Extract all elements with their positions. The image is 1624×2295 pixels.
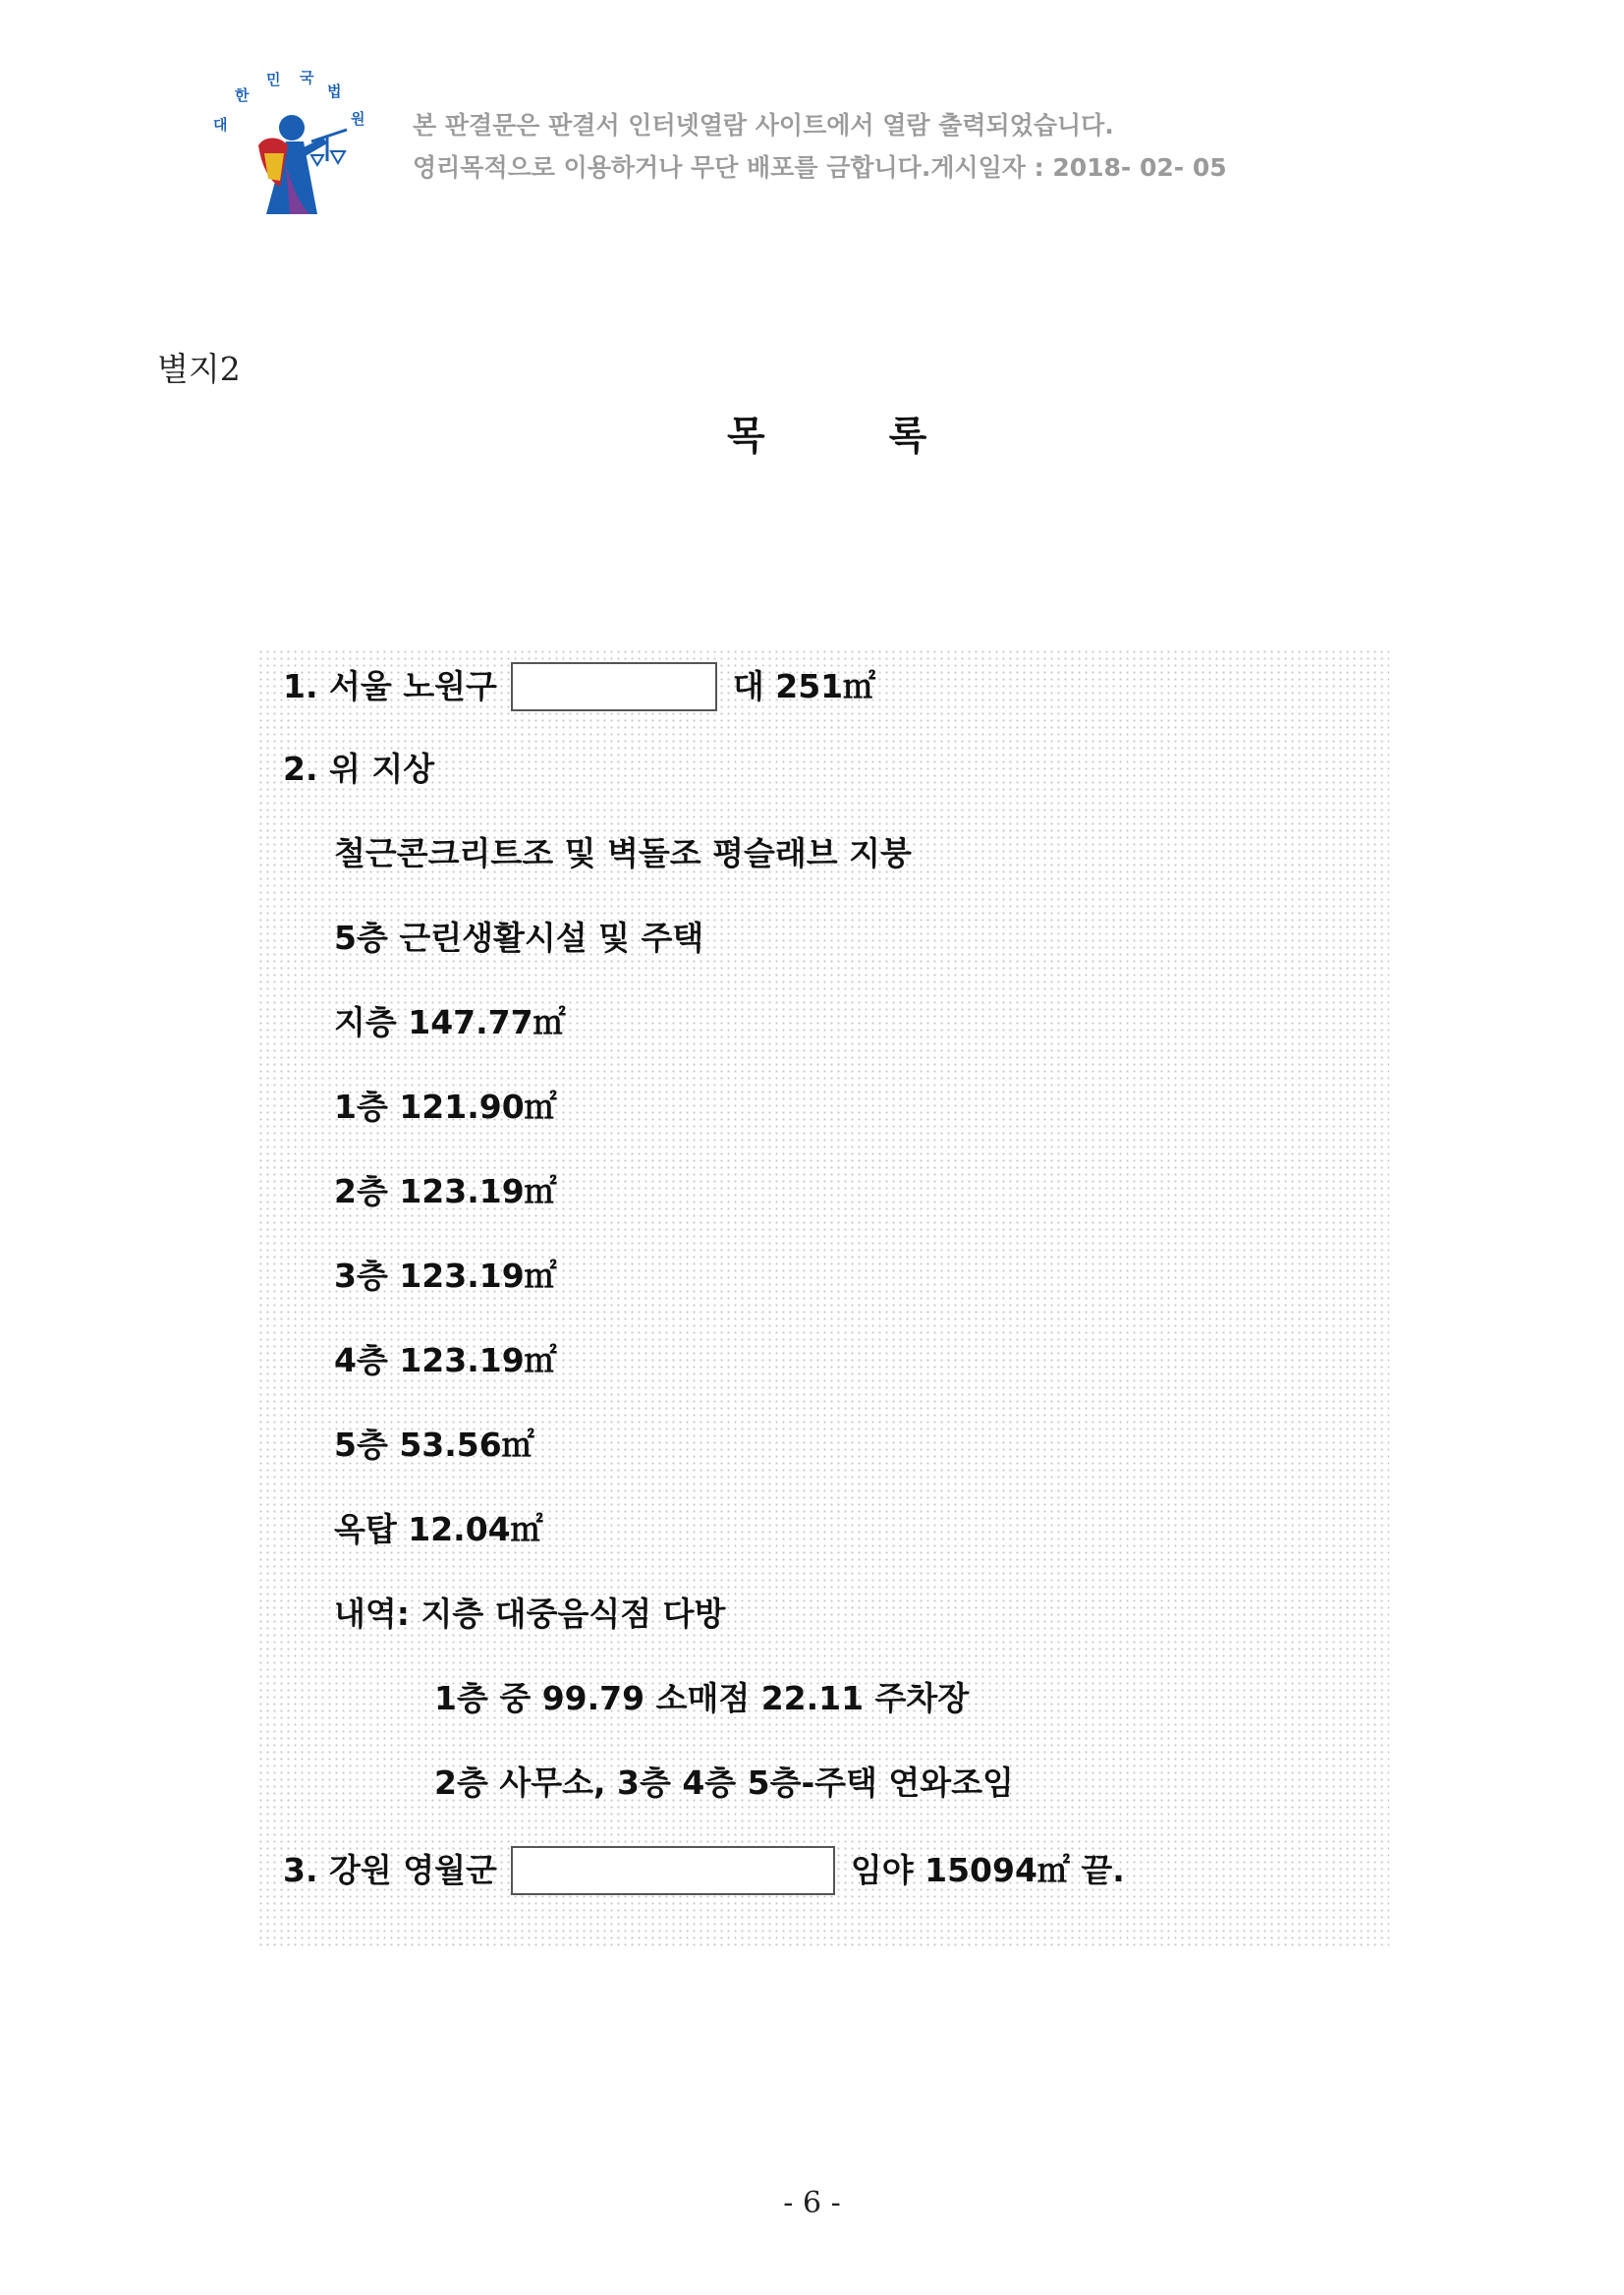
item-2 [283, 748, 434, 791]
svg-text:대: 대 [213, 116, 228, 134]
floor-line: 지층 147.77㎡ [334, 1003, 566, 1041]
svg-text:원: 원 [351, 110, 365, 128]
svg-text:한: 한 [235, 86, 250, 104]
floor-line: 3층 123.19㎡ [334, 1257, 557, 1295]
court-seal-logo [201, 67, 378, 224]
details-line-2: 1층 중 99.79 소매점 22.11 주차장 [434, 1679, 970, 1717]
details-line-3: 2층 사무소, 3층 4층 5층-주택 연와조임 [434, 1763, 1014, 1802]
redacted-lot-box [511, 1846, 835, 1895]
svg-text:국: 국 [300, 69, 314, 86]
svg-text:민: 민 [266, 71, 281, 88]
floor-line: 5층 53.56㎡ [334, 1426, 534, 1464]
notice-line-1: 본 판결문은 판결서 인터넷열람 사이트에서 열람 출력되었습니다. [413, 111, 1114, 140]
floor-line: 옥탑 12.04㎡ [334, 1510, 543, 1548]
page-number: - 6 - [783, 2186, 841, 2220]
item-1-prefix: 1. 서울 노원구 [283, 667, 497, 705]
item-3-suffix: 임야 15094㎡ 끝. [850, 1851, 1125, 1889]
floor-line: 1층 121.90㎡ [334, 1088, 557, 1126]
document-title: 목 록 [727, 414, 982, 459]
item-1-suffix: 대 251㎡ [732, 667, 876, 705]
floor-line: 2층 123.19㎡ [334, 1172, 557, 1210]
item-2-prefix: 2. 위 지상 [283, 750, 435, 788]
attachment-label: 별지2 [157, 350, 241, 388]
details-line-1: 내역: 지층 대중음식점 다방 [334, 1595, 726, 1633]
item-1 [283, 662, 875, 711]
item-3-prefix: 3. 강원 영월군 [283, 1851, 497, 1889]
structure-line: 철근콘크리트조 및 벽돌조 평슬래브 지붕 [334, 834, 912, 872]
item-3 [283, 1846, 1125, 1895]
svg-text:법: 법 [327, 83, 342, 100]
notice [413, 104, 1227, 189]
notice-line-2: 영리목적으로 이용하거나 무단 배포를 금합니다.게시일자 : 2018- 02- 05 [413, 153, 1227, 182]
floor-line: 4층 123.19㎡ [334, 1341, 557, 1379]
redacted-lot-box [511, 662, 717, 711]
header [201, 67, 1227, 224]
usage-line: 5층 근린생활시설 및 주택 [334, 919, 704, 957]
